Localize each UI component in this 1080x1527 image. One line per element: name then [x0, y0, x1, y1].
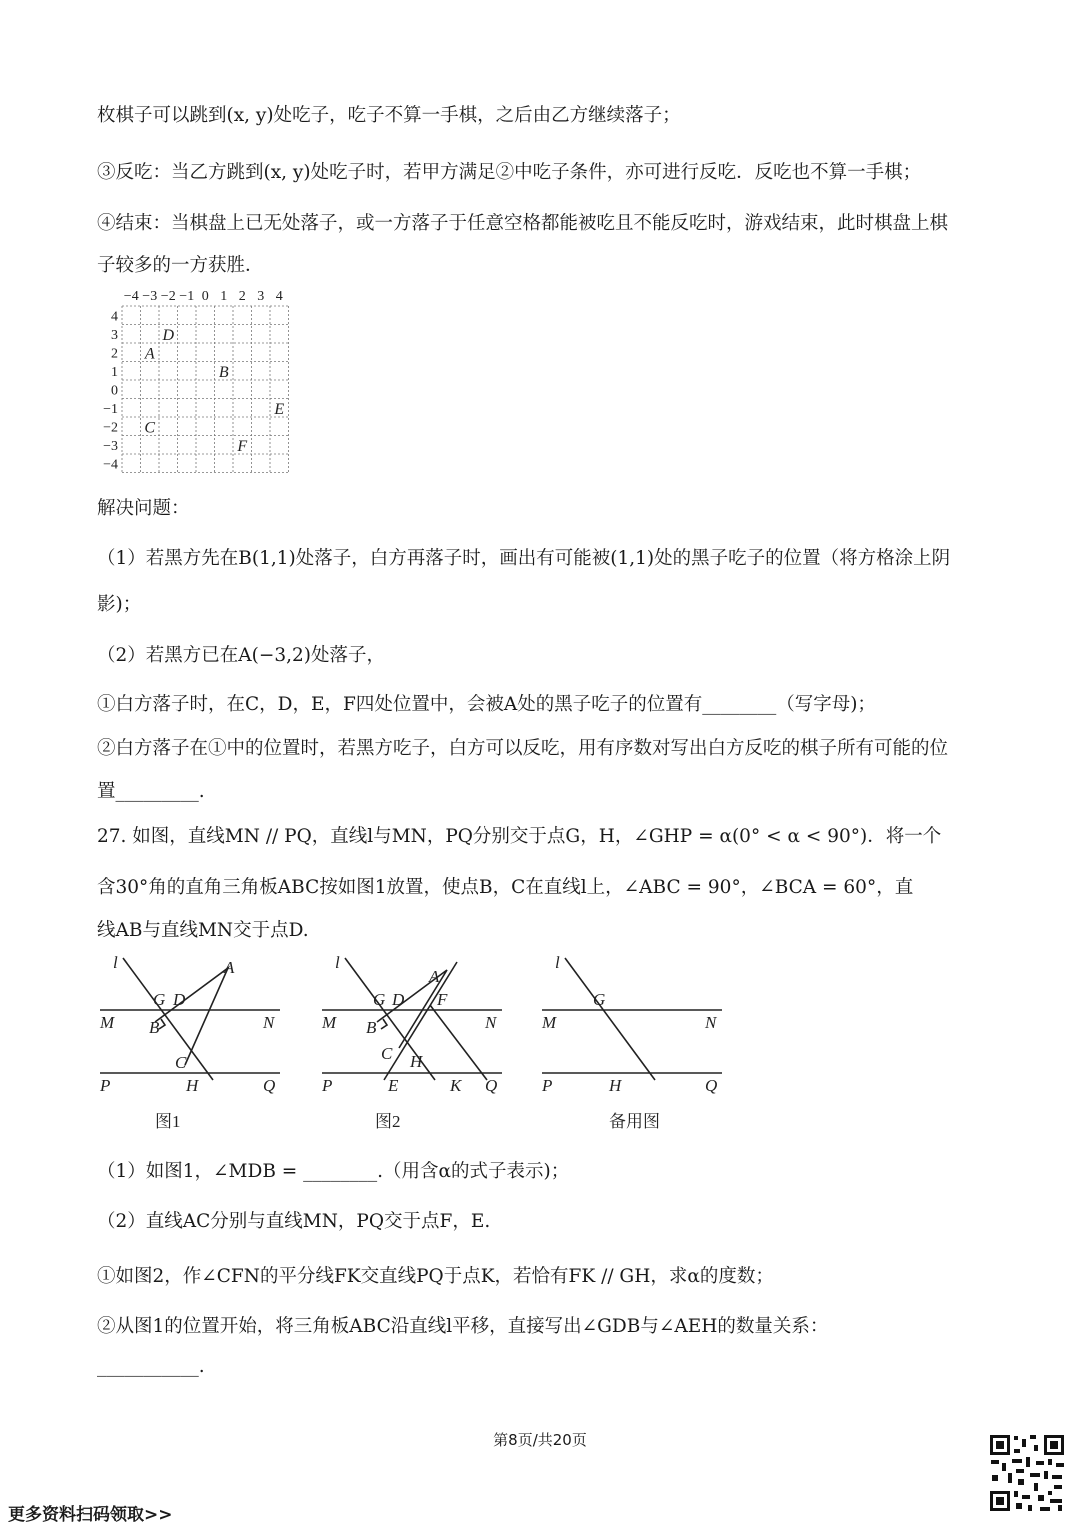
text-line-19 — [97, 1356, 980, 1377]
fig2-label-n: N — [485, 1013, 497, 1032]
fig2-line-fk — [430, 1005, 487, 1080]
fig3-label-p: P — [542, 1076, 553, 1095]
grid-x-tick: −2 — [160, 289, 176, 304]
text-line-13 — [97, 873, 980, 899]
grid-x-tick: −1 — [179, 289, 195, 304]
grid-y-tick: 2 — [111, 346, 118, 362]
fig3-caption: 备用图 — [609, 1112, 660, 1131]
grid-y-tick: −2 — [103, 420, 118, 436]
fig1-label-p: P — [100, 1076, 111, 1095]
grid-point-b: B — [218, 363, 229, 381]
text-line-4 — [97, 251, 980, 277]
line-14-text: 线AB与直线MN交于点D. — [97, 920, 309, 941]
text-line-17 — [97, 1262, 980, 1288]
text-line-15 — [97, 1157, 980, 1183]
fig1-label-c: C — [175, 1053, 187, 1072]
fig3-line-l — [565, 958, 655, 1080]
fig1-label-m: M — [100, 1013, 115, 1032]
figure-backup — [541, 953, 722, 1131]
text-line-12 — [97, 822, 980, 848]
grid-x-tick: 1 — [220, 289, 228, 304]
line-16-text: （2）直线AC分别与直线MN，PQ交于点F，E. — [97, 1211, 491, 1232]
line-7-text: 影)； — [97, 594, 142, 615]
fig2-label-l: l — [335, 953, 340, 972]
fig2-label-b: B — [366, 1018, 377, 1037]
page-number: 第8页/共20页 — [493, 1431, 587, 1449]
grid-point-c: C — [144, 419, 156, 437]
grid-x-tick: 4 — [275, 289, 283, 304]
fig2-label-c: C — [381, 1044, 393, 1063]
fig1-label-n: N — [263, 1013, 275, 1032]
line-13-text: 含30°角的直角三角板ABC按如图1放置，使点B，C在直线l上，∠ABC = 90°，∠BCA = 60°，直 — [97, 877, 914, 898]
grid-point-e: E — [274, 400, 285, 418]
grid-y-tick: 3 — [111, 327, 118, 343]
fig1-right-angle-mark — [159, 1019, 165, 1029]
fig2-label-q: Q — [485, 1076, 498, 1095]
line-18-text: ②从图1的位置开始，将三角板ABC沿直线l平移，直接写出∠GDB与∠AEH的数量关系： — [97, 1316, 829, 1337]
grid-point-a: A — [144, 345, 155, 363]
fig1-label-h: H — [186, 1076, 199, 1095]
line-9-text: ①白方落子时，在C，D，E，F四处位置中，会被A处的黑子吃子的位置有________（写字母)； — [97, 694, 876, 715]
line-8-text: （2）若黑方已在A(−3,2)处落子， — [97, 645, 385, 666]
fig2-label-a: A — [429, 967, 440, 986]
fig2-label-e: E — [388, 1076, 399, 1095]
text-line-6 — [97, 544, 980, 570]
text-line-5 — [97, 494, 980, 520]
line-1-text: 枚棋子可以跳到(x, y)处吃子，吃子不算一手棋，之后由乙方继续落子； — [97, 105, 681, 126]
text-line-2 — [97, 158, 980, 184]
grid-y-tick: 4 — [111, 309, 118, 325]
fig1-label-d: D — [173, 990, 186, 1009]
fig2-label-k: K — [450, 1076, 462, 1095]
grid-point-f: F — [237, 437, 248, 455]
coordinate-grid-svg — [90, 282, 310, 477]
fig2-caption: 图2 — [375, 1112, 401, 1131]
geometry-svg — [95, 950, 735, 1140]
text-line-3 — [97, 209, 980, 235]
line-3-text: ④结束：当棋盘上已无处落子，或一方落子于任意空格都能被吃且不能反吃时，游戏结束，此时棋盘上棋 — [97, 213, 949, 234]
text-line-8 — [97, 641, 980, 667]
fig3-label-g: G — [593, 990, 606, 1009]
line-4-text: 子较多的一方获胜． — [97, 255, 264, 276]
grid-x-tick: −4 — [123, 289, 139, 304]
fig2-right-angle-mark — [381, 1019, 387, 1029]
fig1-caption: 图1 — [155, 1112, 181, 1131]
fig1-label-g: G — [153, 990, 166, 1009]
line-11-text: 置_________. — [97, 781, 205, 802]
grid-y-tick: 0 — [111, 383, 118, 399]
text-line-9 — [97, 690, 980, 716]
text-line-18 — [97, 1312, 980, 1338]
fig1-label-b: B — [149, 1018, 160, 1037]
fig3-label-l: l — [555, 953, 560, 972]
grid-x-tick: 0 — [201, 289, 209, 304]
more-resources-link[interactable]: 更多资料扫码领取>> — [8, 1505, 173, 1525]
grid-y-tick: 1 — [111, 364, 118, 380]
fig1-line-l — [123, 958, 213, 1080]
fig1-label-a: A — [224, 958, 235, 977]
fig3-label-m: M — [542, 1013, 557, 1032]
grid-y-tick: −4 — [103, 457, 118, 473]
line-2-text: ③反吃：当乙方跳到(x, y)处吃子时，若甲方满足②中吃子条件，亦可进行反吃．反吃也不算一手棋； — [97, 162, 922, 183]
line-5-text: 解决问题： — [97, 498, 190, 519]
fig2-label-f: F — [437, 990, 448, 1009]
line-19-text: ___________. — [97, 1356, 205, 1377]
line-6-text: （1）若黑方先在B(1,1)处落子，白方再落子时，画出有可能被(1,1)处的黑子吃子的位置（将方格涂上阴 — [97, 548, 951, 569]
fig2-label-g: G — [373, 990, 386, 1009]
figure-1 — [99, 953, 280, 1131]
fig2-label-h: H — [410, 1052, 423, 1071]
fig2-label-m: M — [322, 1013, 337, 1032]
text-line-1 — [97, 101, 980, 127]
text-line-14 — [97, 916, 980, 942]
line-12-text: 27. 如图，直线MN // PQ，直线l与MN，PQ分别交于点G，H，∠GHP = α(0° < α < 90°)．将一个 — [97, 826, 942, 847]
line-17-text: ①如图2，作∠CFN的平分线FK交直线PQ于点K，若恰有FK // GH，求α的度数； — [97, 1266, 774, 1287]
text-line-16 — [97, 1207, 980, 1233]
text-line-11 — [97, 777, 980, 803]
grid-x-tick: 3 — [257, 289, 265, 304]
fig3-label-h: H — [609, 1076, 622, 1095]
grid-x-tick: 2 — [238, 289, 246, 304]
grid-y-tick: −3 — [103, 438, 118, 454]
geometry-figures — [95, 950, 735, 1144]
text-line-10 — [97, 734, 980, 760]
line-10-text: ②白方落子在①中的位置时，若黑方吃子，白方可以反吃，用有序数对写出白方反吃的棋子所有可能的位 — [97, 738, 949, 759]
fig3-label-n: N — [705, 1013, 717, 1032]
grid-x-tick: −3 — [142, 289, 158, 304]
fig2-label-p: P — [322, 1076, 333, 1095]
fig2-label-d: D — [392, 990, 405, 1009]
coordinate-grid-figure — [90, 282, 310, 481]
fig3-label-q: Q — [705, 1076, 718, 1095]
fig1-label-q: Q — [263, 1076, 276, 1095]
line-15-text: （1）如图1，∠MDB = ________.（用含α的式子表示)； — [97, 1161, 570, 1182]
figure-2 — [321, 953, 502, 1131]
fig1-label-l: l — [113, 953, 118, 972]
qr-code-icon — [988, 1433, 1066, 1513]
grid-y-tick: −1 — [103, 401, 118, 417]
grid-point-d: D — [162, 326, 175, 344]
text-line-7 — [97, 590, 980, 616]
